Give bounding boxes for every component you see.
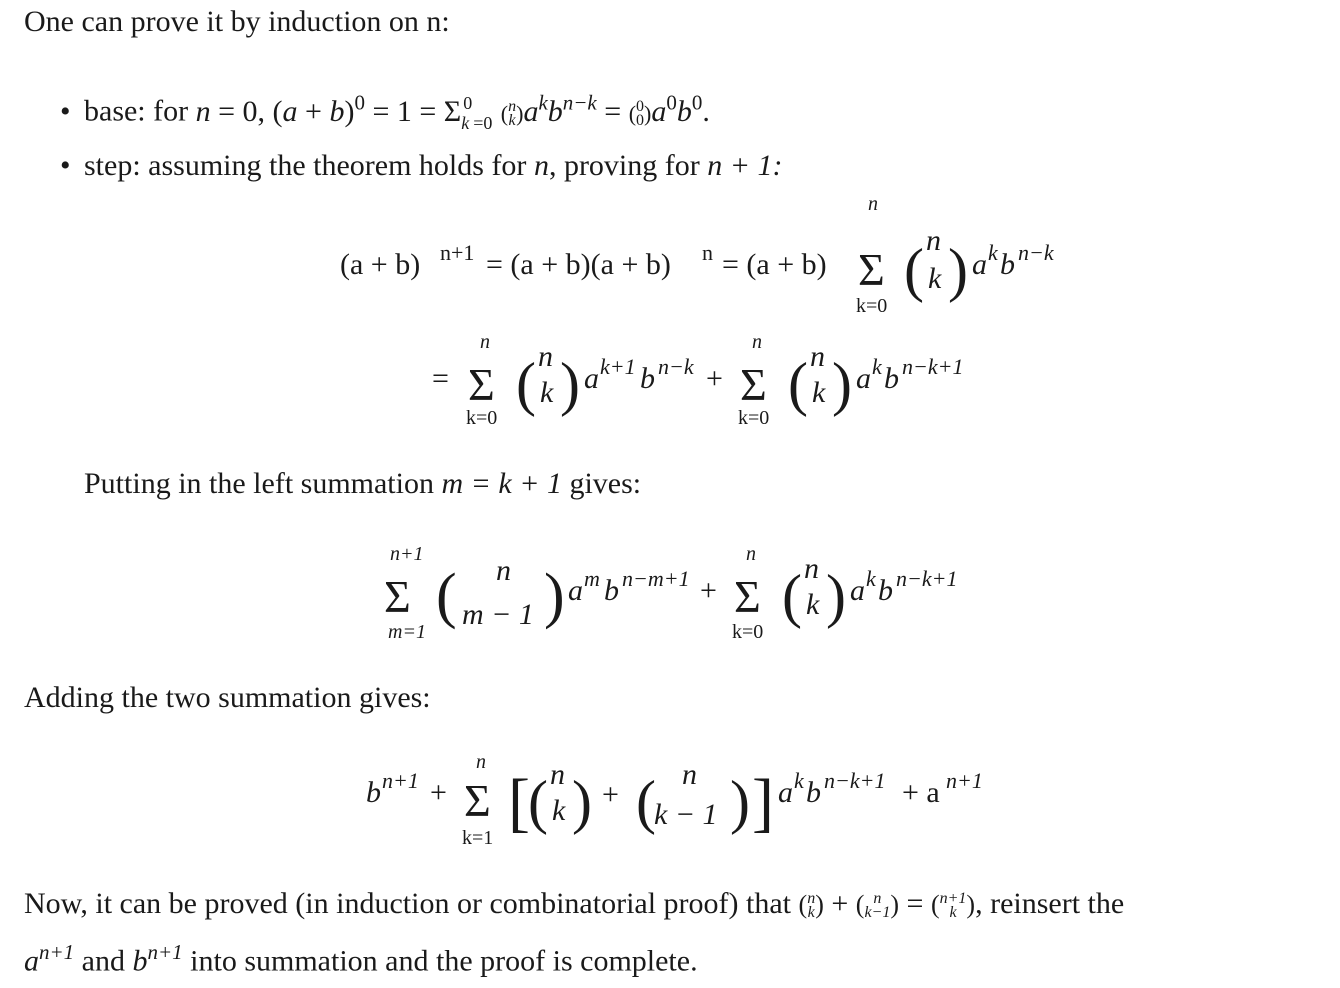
eq1-l2-t2-b: b [884, 362, 899, 395]
eq2-lparen1-icon: ( [436, 562, 457, 630]
eq1-sum-top: n [868, 193, 878, 215]
eq1-l2-b2-top: n [810, 340, 825, 373]
eq1-l2-s1-bottom: k=0 [466, 407, 498, 429]
eq3-bi2-bottom: k − 1 [654, 798, 718, 831]
eq2-rparen1-icon: ) [544, 562, 565, 630]
eq1-lhs: (a + b) [340, 248, 421, 281]
eq1-sigma-icon: Σ [858, 244, 885, 295]
equation-step-svg [0, 190, 1340, 440]
eq1-l2-sigma1-icon: Σ [468, 359, 495, 410]
eq3-bi1-bottom: k [552, 794, 566, 827]
eq3-t-b-sup: n−k+1 [824, 768, 886, 793]
eq2-t2-b: b [878, 574, 893, 607]
eq1-lparen-icon: ( [904, 237, 924, 303]
eq1-l2-t2-b-sup: n−k+1 [902, 354, 964, 379]
conclusion-and: and [74, 944, 133, 978]
eq1-sum-bottom: k=0 [856, 295, 888, 317]
eq1-part1-sup: n [702, 240, 713, 265]
eq1-l2-rparen1-icon: ) [560, 351, 580, 417]
conclusion-identity: ( n k ) + ( n k−1 ) = ( n+1 k ) [798, 887, 976, 922]
conclusion-tail: , reinsert the [975, 887, 1125, 920]
conclusion-b: b [132, 944, 148, 978]
eq3-plus1: + [430, 776, 447, 809]
eq1-l2-t2-a: a [856, 362, 871, 395]
eq3-lparen2-icon: ( [636, 769, 656, 835]
bullet-base-lead: base: for [84, 94, 189, 128]
eq1-l2-t2-a-sup: k [872, 354, 882, 379]
putting-math: m = k + 1 [441, 467, 562, 500]
eq3-s-top: n [476, 751, 486, 773]
equation-combined-svg [0, 740, 1340, 860]
eq1-rparen-icon: ) [948, 237, 968, 303]
eq1-binom-bottom: k [928, 262, 942, 295]
eq1-l2-rparen2-icon: ) [832, 351, 852, 417]
eq2-t2-a: a [850, 574, 865, 607]
eq3-plus3-sup: n+1 [946, 768, 983, 793]
putting-lead: Putting in the left summation [84, 467, 434, 500]
equation-step [0, 190, 1340, 440]
eq3-t-b: b [806, 776, 821, 809]
eq1-lhs-sup: n+1 [440, 240, 475, 265]
eq2-s2-bottom: k=0 [732, 621, 764, 643]
eq1-l2-lparen1-icon: ( [516, 351, 536, 417]
eq1-l2-t1-b: b [640, 362, 655, 395]
eq2-b2-bottom: k [806, 588, 820, 621]
eq1-l2-lparen2-icon: ( [788, 351, 808, 417]
eq3-b-sup: n+1 [382, 768, 419, 793]
conclusion-line2 [24, 934, 698, 980]
eq2-t2-a-sup: k [866, 566, 876, 591]
equation-combined [0, 740, 1340, 860]
eq2-b2-top: n [804, 552, 819, 585]
putting-text [84, 466, 641, 502]
eq3-lbracket-icon: [ [508, 766, 530, 839]
eq1-binom-top: n [926, 224, 941, 257]
conclusion-tail2: into summation and the proof is complete. [182, 944, 698, 978]
bullet-step-mid: , proving for [548, 149, 700, 182]
bullet-step [60, 148, 782, 184]
eq1-part1: = (a + b)(a + b) [486, 248, 671, 281]
bullet-base [60, 84, 710, 132]
eq3-b: b [366, 776, 381, 809]
eq1-part2: = (a + b) [722, 248, 827, 281]
eq3-t-a: a [778, 776, 793, 809]
eq2-t1-a: a [568, 574, 583, 607]
bullet-dot-icon: • [60, 94, 71, 128]
eq2-sigma1-icon: Σ [384, 571, 411, 622]
eq3-plus2: + [602, 778, 619, 811]
bullet-step-var-n1: n + 1: [707, 149, 783, 182]
adding-text: Adding the two summation gives: [24, 681, 431, 714]
eq1-l2-plus: + [706, 362, 723, 395]
eq1-l2-t1-b-sup: n−k [658, 354, 694, 379]
bullet-step-var-n: n [533, 149, 549, 182]
eq1-tail-a: a [972, 248, 987, 281]
eq2-t2-b-sup: n−k+1 [896, 566, 958, 591]
eq2-s1-bottom: m=1 [388, 621, 426, 643]
intro-text: One can prove it by induction on n: [24, 5, 450, 38]
equation-substitution [0, 530, 1340, 650]
eq1-l2-s1-top: n [480, 331, 490, 353]
conclusion-lead: Now, it can be proved (in induction or combinatorial proof) that [24, 887, 792, 920]
eq2-t1-a-sup: m [584, 566, 600, 591]
eq2-s1-top: n+1 [390, 543, 424, 565]
eq2-sigma2-icon: Σ [734, 571, 761, 622]
bullet-base-math: n = 0, $(a + b)^0 = 1 = \Sigma$ 0 k =0 ( n k )$a^kb^{n-k}$ = ( 0 0 )$a^0b^0$. [195, 90, 710, 133]
eq1-l2-s2-top: n [752, 331, 762, 353]
eq3-sigma-icon: Σ [464, 775, 491, 826]
conclusion-b-sup: n+1 [147, 940, 183, 964]
conclusion-a: a [24, 944, 39, 978]
eq2-t1-b-sup: n−m+1 [622, 566, 690, 591]
eq1-l2-t1-a-sup: k+1 [600, 354, 636, 379]
eq2-rparen2-icon: ) [826, 563, 846, 629]
eq2-t1-b: b [604, 574, 619, 607]
eq3-t-a-sup: k [794, 768, 804, 793]
eq1-l2-sigma2-icon: Σ [740, 359, 767, 410]
eq1-l2-b1-bottom: k [540, 376, 554, 409]
eq1-tail-a-sup: k [988, 240, 998, 265]
eq3-rbracket-icon: ] [752, 766, 774, 839]
eq3-bi2-top: n [682, 758, 697, 791]
eq2-b1-top: n [496, 554, 511, 587]
eq1-l2-s2-bottom: k=0 [738, 407, 770, 429]
eq1-l2-t1-a: a [584, 362, 599, 395]
conclusion-line1 [24, 886, 1124, 923]
conclusion-a-sup: n+1 [39, 940, 75, 964]
bullet-step-lead: step: assuming the theorem holds for [84, 149, 527, 182]
bullet-dot-icon: • [60, 149, 71, 182]
eq3-s-bottom: k=1 [462, 827, 494, 849]
eq3-bi1-top: n [550, 758, 565, 791]
eq3-plus3: + a [902, 776, 940, 809]
eq3-rparen2-icon: ) [730, 769, 750, 835]
eq1-l2-b2-bottom: k [812, 376, 826, 409]
eq1-l2-b1-top: n [538, 340, 553, 373]
eq1-l2-eq: = [432, 362, 449, 395]
eq3-rparen1-icon: ) [572, 769, 592, 835]
eq2-plus: + [700, 574, 717, 607]
eq2-lparen2-icon: ( [782, 563, 802, 629]
eq3-lparen1-icon: ( [528, 769, 548, 835]
equation-substitution-svg [0, 530, 1340, 650]
eq2-s2-top: n [746, 543, 756, 565]
eq2-b1-bottom: m − 1 [462, 598, 534, 631]
putting-tail: gives: [569, 467, 642, 500]
eq1-tail-b: b [1000, 248, 1015, 281]
eq1-tail-b-sup: n−k [1018, 240, 1054, 265]
